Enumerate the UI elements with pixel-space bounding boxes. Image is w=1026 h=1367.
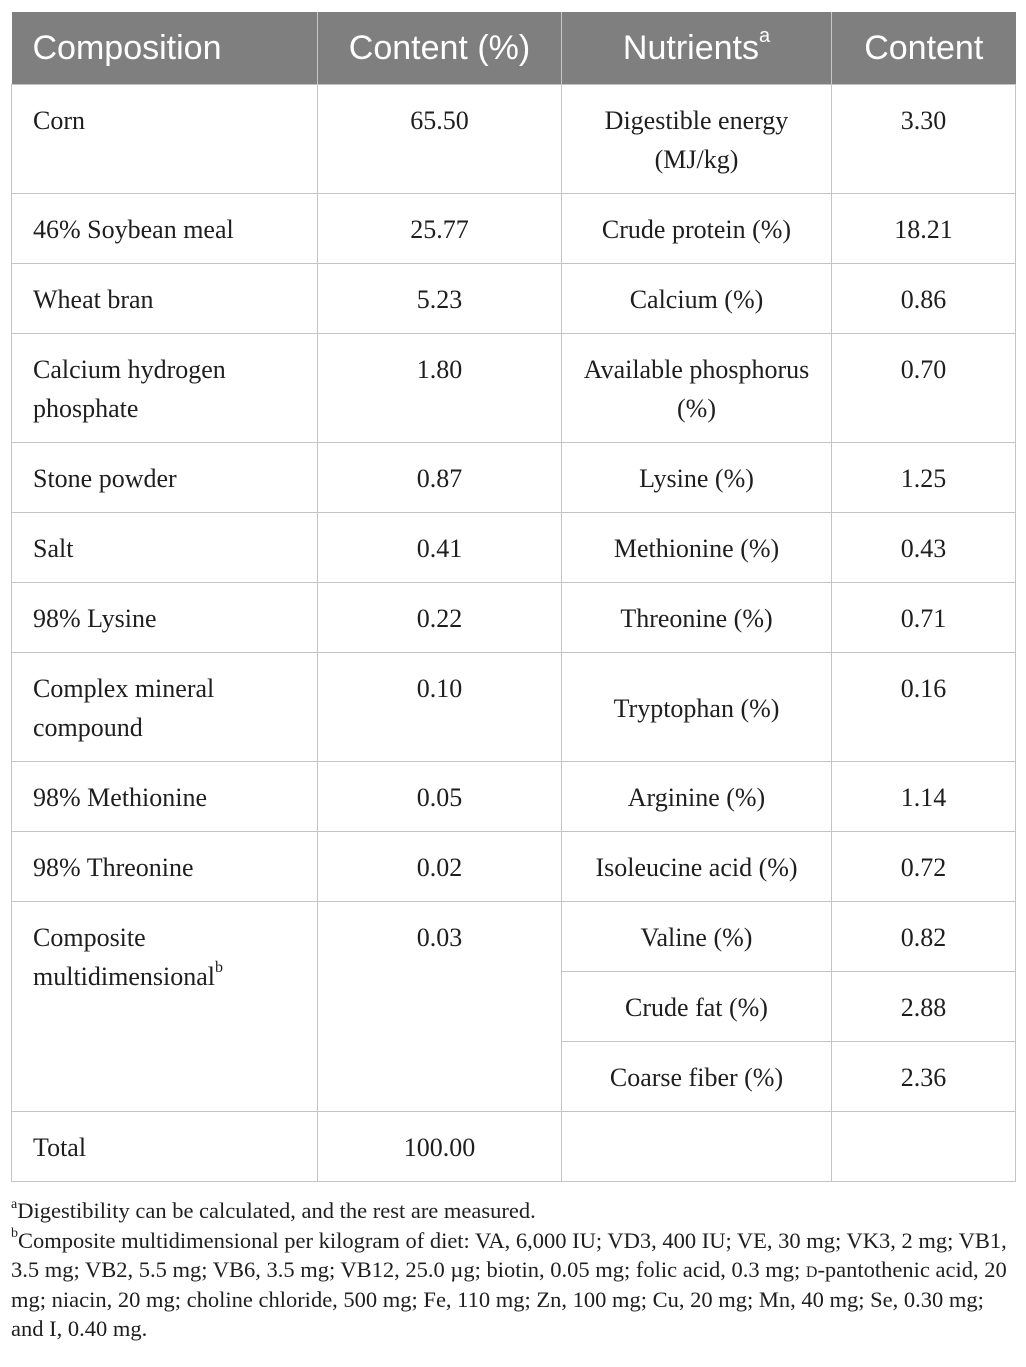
header-content-pct: Content (%) <box>318 12 562 85</box>
nutrient-cell: Coarse fiber (%) <box>562 1042 832 1112</box>
content-pct-cell: 65.50 <box>318 85 562 194</box>
footnote-a-text: Digestibility can be calculated, and the rest are measured. <box>17 1198 536 1223</box>
composition-cell: 98% Lysine <box>12 583 318 653</box>
content-pct-cell: 0.05 <box>318 762 562 832</box>
nutrient-cell: Available phosphorus (%) <box>562 334 832 443</box>
composition-cell: Calcium hydrogen phosphate <box>12 334 318 443</box>
table-row-total <box>12 1112 1016 1182</box>
content-pct-cell: 25.77 <box>318 194 562 264</box>
content-pct-cell: 0.41 <box>318 513 562 583</box>
composition-cell: Total <box>12 1112 318 1182</box>
diet-composition-document <box>11 12 1015 1344</box>
footnote-marker-a: a <box>758 25 771 48</box>
nutrient-cell: Digestible energy (MJ/kg) <box>562 85 832 194</box>
table-row <box>12 832 1016 902</box>
footnote-b-text-start: Composite multidimensional per kilogram of diet: VA, 6,000 IU; VD3, 400 IU; VE, 30 mg; VK3, 2 mg; VB1, 3.5 mg; VB2, 5.5 mg; VB6, 3.5 mg; VB12, 25.0 µg; biotin, 0.05 mg; folic acid, 0.3 mg; <box>11 1227 1007 1283</box>
footnote-b-mark: b <box>11 1226 18 1242</box>
nutrient-cell: Threonine (%) <box>562 583 832 653</box>
content-cell: 0.70 <box>832 334 1016 443</box>
content-cell: 18.21 <box>832 194 1016 264</box>
content-pct-cell: 0.10 <box>318 653 562 762</box>
header-nutrients <box>562 12 832 85</box>
footnote-b-smallcaps-d: d <box>805 1257 818 1283</box>
footnote-marker-b: b <box>215 959 223 977</box>
table-row <box>12 513 1016 583</box>
footnote-b <box>11 1226 1015 1344</box>
table-row <box>12 264 1016 334</box>
content-cell: 2.36 <box>832 1042 1016 1112</box>
nutrient-cell: Crude fat (%) <box>562 972 832 1042</box>
nutrient-cell: Arginine (%) <box>562 762 832 832</box>
content-pct-cell: 0.03 <box>318 902 562 1112</box>
table-row <box>12 583 1016 653</box>
content-cell: 3.30 <box>832 85 1016 194</box>
nutrient-cell: Methionine (%) <box>562 513 832 583</box>
content-cell: 0.82 <box>832 902 1016 972</box>
content-cell: 1.25 <box>832 443 1016 513</box>
table-row <box>12 85 1016 194</box>
nutrient-cell: Lysine (%) <box>562 443 832 513</box>
content-cell <box>832 1112 1016 1182</box>
nutrient-cell: Calcium (%) <box>562 264 832 334</box>
table-footnotes <box>11 1196 1015 1344</box>
composition-cell: Wheat bran <box>12 264 318 334</box>
table-row <box>12 902 1016 972</box>
diet-composition-table <box>11 12 1016 1182</box>
nutrient-cell: Isoleucine acid (%) <box>562 832 832 902</box>
content-pct-cell: 0.87 <box>318 443 562 513</box>
content-pct-cell: 1.80 <box>318 334 562 443</box>
composition-cell: Complex mineral compound <box>12 653 318 762</box>
table-row <box>12 194 1016 264</box>
content-cell: 0.72 <box>832 832 1016 902</box>
content-pct-cell: 100.00 <box>318 1112 562 1182</box>
nutrient-cell: Tryptophan (%) <box>562 653 832 762</box>
table-row <box>12 443 1016 513</box>
header-composition: Composition <box>12 12 318 85</box>
table-row <box>12 653 1016 762</box>
content-cell: 0.86 <box>832 264 1016 334</box>
footnote-a <box>11 1196 1015 1226</box>
composition-cell: 98% Methionine <box>12 762 318 832</box>
content-pct-cell: 0.22 <box>318 583 562 653</box>
composition-cell: Salt <box>12 513 318 583</box>
composition-cell: Corn <box>12 85 318 194</box>
composition-cell <box>12 902 318 1112</box>
content-cell: 0.43 <box>832 513 1016 583</box>
composition-cell: 98% Threonine <box>12 832 318 902</box>
composition-label: Composite multidimensional <box>33 923 215 991</box>
composition-cell: Stone powder <box>12 443 318 513</box>
composition-cell: 46% Soybean meal <box>12 194 318 264</box>
nutrient-cell: Crude protein (%) <box>562 194 832 264</box>
nutrient-cell: Valine (%) <box>562 902 832 972</box>
footnote-b-text-end: -pantothenic acid, 20 mg; niacin, 20 mg; choline chloride, 500 mg; Fe, 110 mg; Zn, 100 mg; Cu, 20 mg; Mn, 40 mg; Se, 0.30 mg; and I, 0.40 mg. <box>11 1257 1007 1342</box>
footnote-a-mark: a <box>11 1196 18 1212</box>
header-nutrients-label: Nutrients <box>622 28 759 67</box>
table-header <box>12 12 1016 85</box>
content-cell: 2.88 <box>832 972 1016 1042</box>
content-cell: 0.16 <box>832 653 1016 762</box>
table-row <box>12 762 1016 832</box>
content-pct-cell: 0.02 <box>318 832 562 902</box>
header-content: Content <box>832 12 1016 85</box>
nutrient-cell <box>562 1112 832 1182</box>
table-body <box>12 85 1016 1182</box>
content-cell: 1.14 <box>832 762 1016 832</box>
content-pct-cell: 5.23 <box>318 264 562 334</box>
table-row <box>12 334 1016 443</box>
content-cell: 0.71 <box>832 583 1016 653</box>
